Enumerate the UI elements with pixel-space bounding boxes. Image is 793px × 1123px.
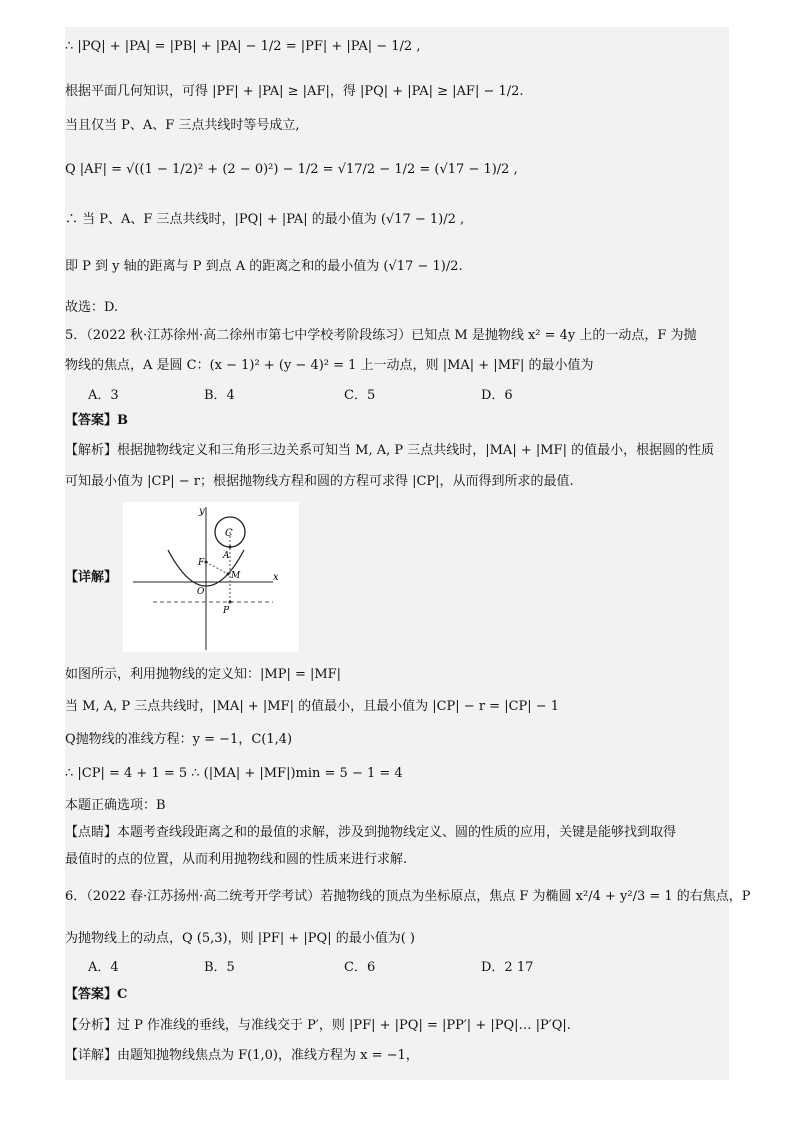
option-a: A．3 <box>88 388 119 403</box>
analysis-line: 可知最小值为 |CP| − r；根据抛物线方程和圆的方程可求得 |CP|，从而得到所求的最值. <box>65 474 574 489</box>
detail-line: 当 M, A, P 三点共线时，|MA| + |MF| 的值最小，且最小值为 |CP| − r = |CP| − 1 <box>65 699 560 714</box>
label-o: O <box>197 587 205 597</box>
analysis-line: 【解析】根据抛物线定义和三角形三边关系可知当 M, A, P 三点共线时，|MA| + |MF| 的值最小，根据圆的性质 <box>65 443 715 458</box>
detail-line: 本题正确选项：B <box>65 798 166 813</box>
comment-line: 最值时的点的位置，从而利用抛物线和圆的性质来进行求解. <box>65 852 408 867</box>
figure-svg <box>123 502 299 652</box>
comment-line: 【点睛】本题考查线段距离之和的最值的求解，涉及到抛物线定义、圆的性质的应用，关键是能够找到取得 <box>65 825 677 840</box>
solution-line: Q |AF| = √((1 − 1/2)² + (2 − 0)²) − 1/2 = √17/2 − 1/2 = (√17 − 1)/2 , <box>65 162 518 177</box>
question-5-stem: 物线的焦点，A 是圆 C：(x − 1)² + (y − 4)² = 1 上一动点，则 |MA| + |MF| 的最小值为 <box>65 358 594 373</box>
detail-line: Q抛物线的准线方程：y = −1，C(1,4) <box>65 732 293 747</box>
answer-label: 【答案】B <box>65 413 128 428</box>
option-b: B．5 <box>204 960 235 975</box>
label-m: M <box>231 571 241 581</box>
label-f: F <box>198 558 205 568</box>
label-x: x <box>273 572 279 583</box>
solution-line: 即 P 到 y 轴的距离与 P 到点 A 的距离之和的最小值为 (√17 − 1)/2. <box>65 259 463 274</box>
detail-label: 【详解】 <box>65 570 118 585</box>
option-c: C．5 <box>344 388 376 403</box>
detail-line: 【详解】由题知抛物线焦点为 F(1,0)，准线方程为 x = −1， <box>65 1048 419 1063</box>
answer-label: 【答案】C <box>65 987 128 1002</box>
label-c: C <box>225 528 233 539</box>
label-y: y <box>199 506 205 517</box>
question-6-stem: 为抛物线上的动点，Q (5,3)，则 |PF| + |PQ| 的最小值为( ) <box>65 931 415 946</box>
label-a: A <box>223 551 230 561</box>
solution-line: 当且仅当 P、A、F 三点共线时等号成立, <box>65 118 300 133</box>
solution-line: 根据平面几何知识，可得 |PF| + |PA| ≥ |AF|，得 |PQ| + |PA| ≥ |AF| − 1/2. <box>65 84 524 99</box>
parabola-circle-figure <box>123 502 299 652</box>
solution-line: ∴ 当 P、A、F 三点共线时，|PQ| + |PA| 的最小值为 (√17 − 1)/2 , <box>65 212 465 227</box>
label-p: P <box>223 606 230 616</box>
option-b: B．4 <box>204 388 235 403</box>
question-5-stem: 5．（2022 秋·江苏徐州·高二徐州市第七中学校考阶段练习）已知点 M 是抛物线 x² = 4y 上的一动点，F 为抛 <box>65 328 697 343</box>
analysis-line: 【分析】过 P 作准线的垂线，与准线交于 P′，则 |PF| + |PQ| = |PP′| + |PQ|… |P′Q|. <box>65 1018 571 1033</box>
option-d: D．6 <box>481 388 513 403</box>
option-c: C．6 <box>344 960 376 975</box>
detail-line: ∴ |CP| = 4 + 1 = 5 ∴ (|MA| + |MF|)min = 5 − 1 = 4 <box>65 766 403 781</box>
option-a: A．4 <box>88 960 119 975</box>
solution-line: ∴ |PQ| + |PA| = |PB| + |PA| − 1/2 = |PF| + |PA| − 1/2 , <box>65 39 421 54</box>
option-d: D．2 17 <box>481 960 534 975</box>
question-6-stem: 6．（2022 春·江苏扬州·高二统考开学考试）若抛物线的顶点为坐标原点，焦点 F 为椭圆 x²/4 + y²/3 = 1 的右焦点，P <box>65 889 751 904</box>
answer-choice-line: 故选：D. <box>65 300 119 315</box>
detail-line: 如图所示，利用抛物线的定义知：|MP| = |MF| <box>65 667 342 682</box>
